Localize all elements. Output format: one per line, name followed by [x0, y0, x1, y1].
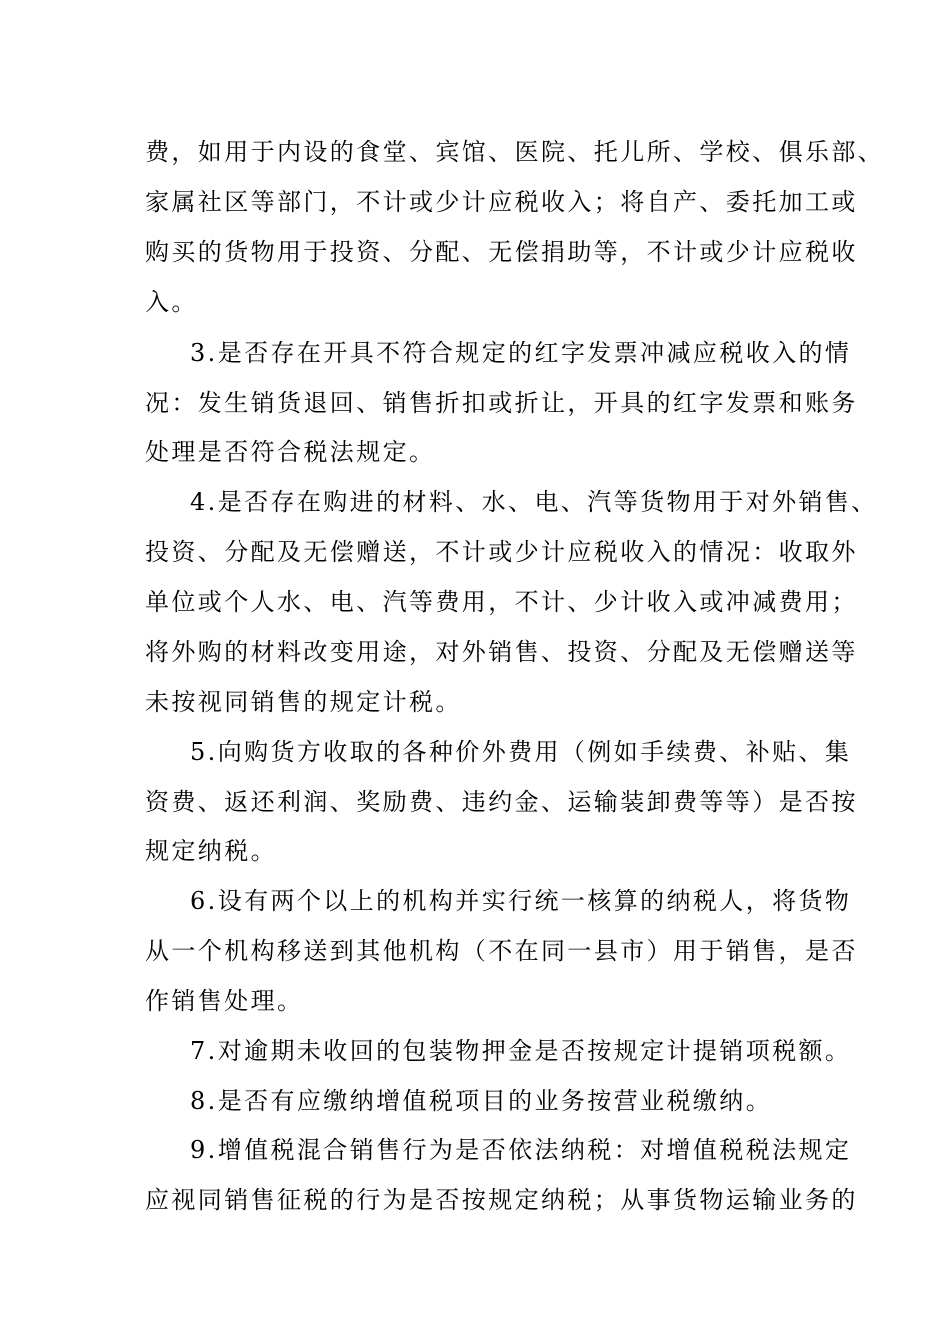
paragraph-6-first-line: 6.设有两个以上的机构并实行统一核算的纳税人，将货物 [190, 887, 852, 915]
text-line: 作销售处理。 [145, 987, 304, 1015]
paragraph-9-first-line: 9.增值税混合销售行为是否依法纳税：对增值税税法规定 [190, 1136, 852, 1164]
text-line: 规定纳税。 [145, 837, 277, 865]
paragraph-5-first-line: 5.向购货方收取的各种价外费用（例如手续费、补贴、集 [190, 738, 852, 766]
paragraph-3-first-line: 3.是否存在开具不符合规定的红字发票冲减应税收入的情 [190, 339, 852, 367]
text-line: 况：发生销货退回、销售折扣或折让，开具的红字发票和账务 [145, 389, 858, 417]
paragraph-7-line: 7.对逾期未收回的包装物押金是否按规定计提销项税额。 [190, 1037, 852, 1065]
text-line: 单位或个人水、电、汽等费用，不计、少计收入或冲减费用； [145, 588, 858, 616]
text-line: 应视同销售征税的行为是否按规定纳税；从事货物运输业务的 [145, 1186, 858, 1214]
text-line: 资费、返还利润、奖励费、违约金、运输装卸费等等）是否按 [145, 788, 858, 816]
text-line: 费，如用于内设的食堂、宾馆、医院、托儿所、学校、俱乐部、 [145, 138, 885, 166]
text-line: 处理是否符合税法规定。 [145, 438, 436, 466]
text-line: 从一个机构移送到其他机构（不在同一县市）用于销售，是否 [145, 937, 858, 965]
paragraph-4-first-line: 4.是否存在购进的材料、水、电、汽等货物用于对外销售、 [190, 488, 878, 516]
text-line: 入。 [145, 288, 198, 316]
text-line: 未按视同销售的规定计税。 [145, 688, 462, 716]
text-line: 将外购的材料改变用途，对外销售、投资、分配及无偿赠送等 [145, 638, 858, 666]
text-line: 家属社区等部门，不计或少计应税收入；将自产、委托加工或 [145, 188, 858, 216]
paragraph-8-line: 8.是否有应缴纳增值税项目的业务按营业税缴纳。 [190, 1087, 773, 1115]
text-line: 投资、分配及无偿赠送，不计或少计应税收入的情况：收取外 [145, 538, 858, 566]
text-line: 购买的货物用于投资、分配、无偿捐助等，不计或少计应税收 [145, 238, 858, 266]
